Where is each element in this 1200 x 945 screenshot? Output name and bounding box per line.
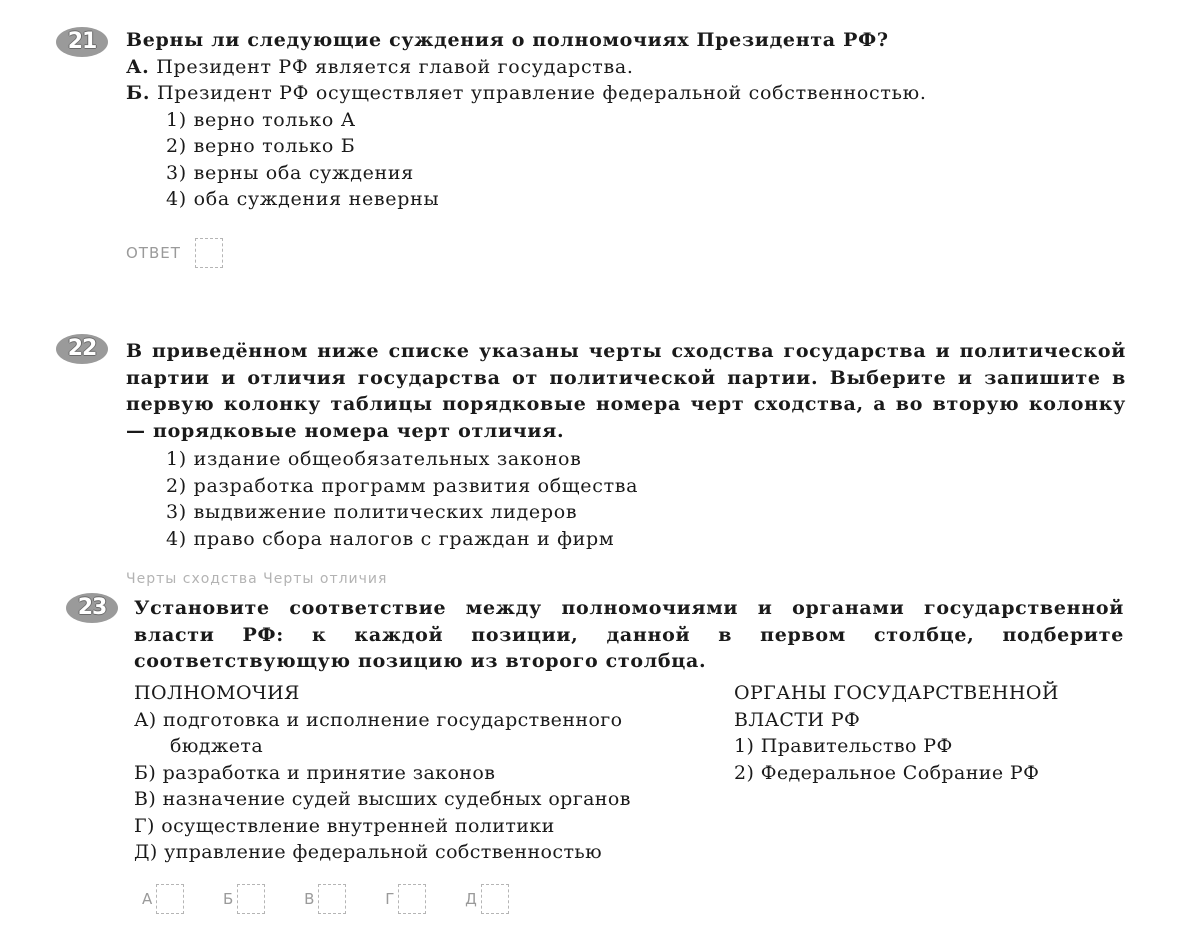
answer-option: 2) верно только Б [166, 135, 356, 157]
power-item: Д) управление федеральной собственностью [134, 841, 603, 863]
authority-item: 2) Федеральное Собрание РФ [734, 761, 1040, 784]
answer-table-header: Черты сходства Черты отличия [126, 571, 388, 587]
question-text: Верны ли следующие суждения о полномочиях Президента РФ? [126, 29, 889, 51]
answer-grid [142, 884, 543, 914]
answer-cell-b: Б [223, 884, 265, 914]
statement-a: А. Президент РФ является главой государства. [126, 55, 634, 78]
answer-input-box[interactable] [156, 884, 184, 914]
power-item: А) подготовка и исполнение государственного бюджета [134, 708, 623, 757]
answer-label: ОТВЕТ [126, 244, 181, 262]
authorities-column [734, 680, 1094, 786]
question-23 [134, 595, 1124, 675]
answer-input-box[interactable] [481, 884, 509, 914]
answer-option: 1) верно только А [166, 108, 356, 131]
answer-input-box[interactable] [318, 884, 346, 914]
statement-b: Б. Президент РФ осуществляет управление федеральной собственностью. [126, 82, 927, 104]
column-heading: ПОЛНОМОЧИЯ [134, 682, 300, 704]
answer-option: 1) издание общеобязательных законов [166, 448, 582, 470]
question-22 [126, 338, 1126, 552]
answer-cell-v: В [304, 884, 346, 914]
answer-input-box[interactable] [237, 884, 265, 914]
answer-option: 3) верны оба суждения [166, 161, 414, 184]
powers-column [134, 680, 674, 866]
answer-input-box[interactable] [398, 884, 426, 914]
column-heading: ОРГАНЫ ГОСУДАРСТВЕННОЙ ВЛАСТИ РФ [734, 682, 1059, 731]
answer-option: 2) разработка программ развития общества [166, 474, 639, 497]
question-21 [126, 27, 1126, 213]
answer-field [126, 238, 223, 268]
authority-item: 1) Правительство РФ [734, 735, 953, 757]
answer-option: 4) оба суждения неверны [166, 188, 440, 210]
answer-input-box[interactable] [195, 238, 223, 268]
answer-cell-a: А [142, 884, 184, 914]
question-number-badge: 23 [66, 593, 118, 623]
power-item: В) назначение судей высших судебных органов [134, 788, 631, 810]
question-number-badge: 21 [56, 27, 108, 57]
question-text: Установите соответствие между полномочиями и органами государственной власти РФ: к каждой позиции, данной в первом столбце, подберите соответствующую позицию из второго столбца. [134, 597, 1124, 672]
answer-cell-g: Г [385, 884, 426, 914]
question-number-badge: 22 [56, 334, 108, 364]
answer-cell-d: Д [465, 884, 509, 914]
power-item: Г) осуществление внутренней политики [134, 814, 555, 837]
power-item: Б) разработка и принятие законов [134, 761, 496, 784]
question-text: В приведённом ниже списке указаны черты сходства государства и политической партии и отличия государства от политической партии. Выберите и запишите в первую колонку таблицы порядковые номера черт сходства, а во вторую колонку — порядковые номера черт отличия. [126, 340, 1126, 442]
answer-option: 4) право сбора налогов с граждан и фирм [166, 527, 615, 550]
answer-option: 3) выдвижение политических лидеров [166, 501, 578, 523]
